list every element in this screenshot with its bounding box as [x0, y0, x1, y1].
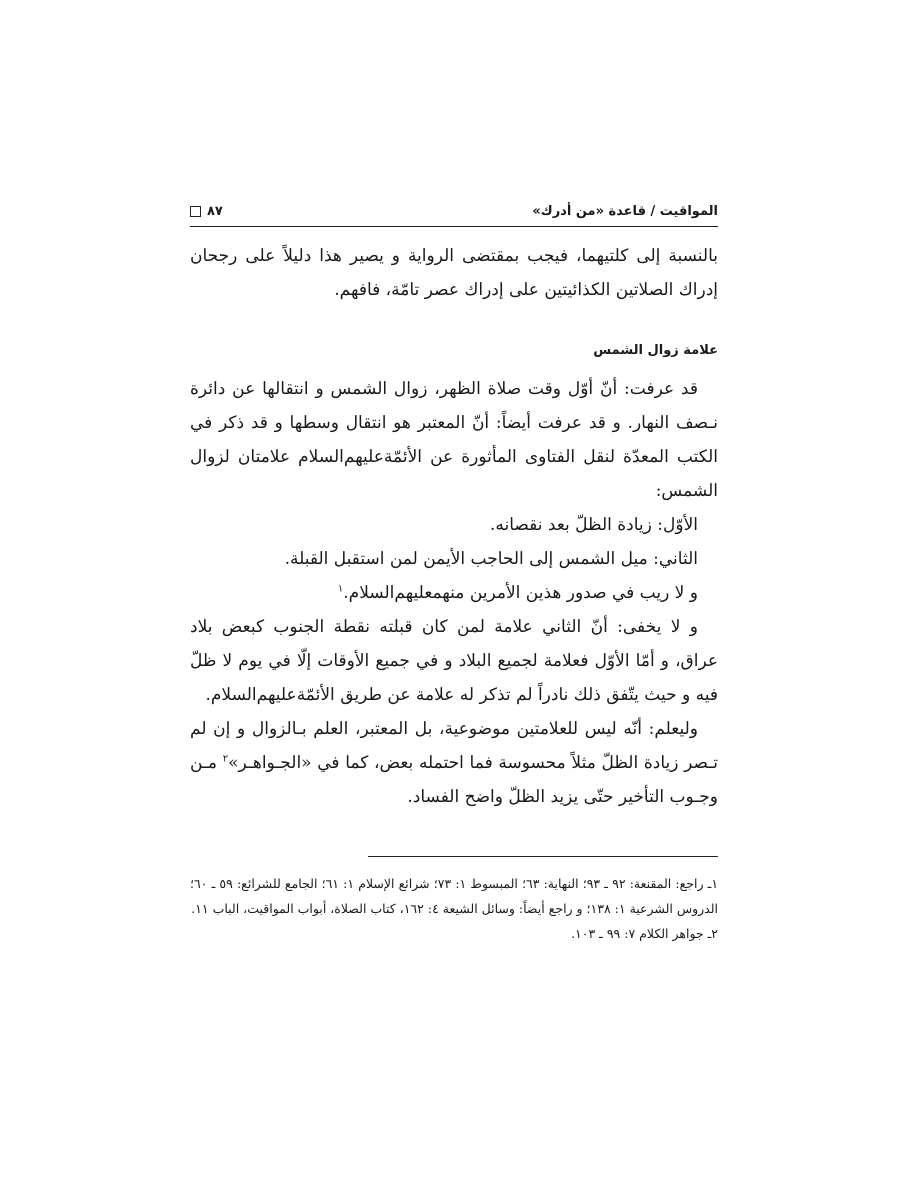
- running-title: المواقيت / قاعدة «من أدرك»: [532, 203, 718, 219]
- square-outline-icon: [190, 206, 201, 217]
- section-title: علامة زوال الشمس: [593, 343, 718, 358]
- know-text-a: وليعلم: أنّه ليس للعلامتين موضوعية، بل المعتبر، العلم بـالزوال و إن لم تـصر زيادة الظلّ مثلاً محسوسة فما احتمله بعض، كما في «الجـواهـر»: [190, 719, 719, 773]
- intro-paragraph: قد عرفت: أنّ أوّل وقت صلاة الظهر، زوال الشمس و انتقالها عن دائرة نـصف النهار. و قد عرفت أيضاً: أنّ المعتبر هو انتقال وسطها و قد ذكر في الكتب المعدّة لنقل الفتاوى المأثورة عن الأئمّةعليهم‌السلام علامتان لزوال الشمس:: [190, 379, 718, 501]
- know-paragraph: [190, 712, 718, 814]
- doubt-text: و لا ريب في صدور هذين الأمرين منهمعليهم‌السلام.: [343, 583, 698, 603]
- footnote-marker-2[interactable]: ٢: [222, 753, 229, 765]
- page-number-group: [190, 204, 223, 219]
- know-text-b: مـن وجـوب التأخير حتّى يزيد الظلّ واضح الفساد.: [190, 753, 718, 807]
- hidden-paragraph: و لا يخفى: أنّ الثاني علامة لمن كان قبلته نقطة الجنوب كبعض بلاد عراق، و أمّا الأوّل فعلامة لجميع البلاد و في جميع الأوقات إلّا في يوم لا ظلّ فيه و حيث يتّفق ذلك نادراً لم تذكر له علامة عن طريق الأئمّةعليهم‌السلام.: [190, 617, 718, 705]
- first-sign: الأوّل: زيادة الظلّ بعد نقصانه.: [489, 515, 698, 535]
- book-page: [190, 196, 718, 946]
- footnote-marker-1[interactable]: ١: [337, 583, 344, 595]
- continuation-paragraph: بالنسبة إلى كلتيهما، فيجب بمقتضى الرواية و يصير هذا دليلاً على رجحان إدراك الصلاتين الكذائيتين على إدراك عصر تامّة، فافهم.: [190, 246, 718, 300]
- footnote-divider: [368, 856, 718, 857]
- doubt-line: [190, 576, 718, 610]
- footnote-2: ٢ـ جواهر الكلام ٧: ٩٩ ـ ١٠٣.: [571, 926, 718, 941]
- page-number: ٨٧: [207, 203, 223, 219]
- running-header: [190, 196, 718, 227]
- second-sign: الثاني: ميل الشمس إلى الحاجب الأيمن لمن استقبل القبلة.: [284, 549, 698, 569]
- footnote-1: ١ـ راجع: المقنعة: ٩٢ ـ ٩٣؛ النهاية: ٦٣؛ المبسوط ١: ٧٣؛ شرائع الإسلام ١: ٦١؛ الجامع للشرائع: ٥٩ ـ ٦٠؛ الدروس الشرعية ١: ١٣٨؛ و راجع أيضاً: وسائل الشيعة ٤: ١٦٢، كتاب الصلاة، أبواب المواقيت، الباب ١١.: [190, 876, 719, 916]
